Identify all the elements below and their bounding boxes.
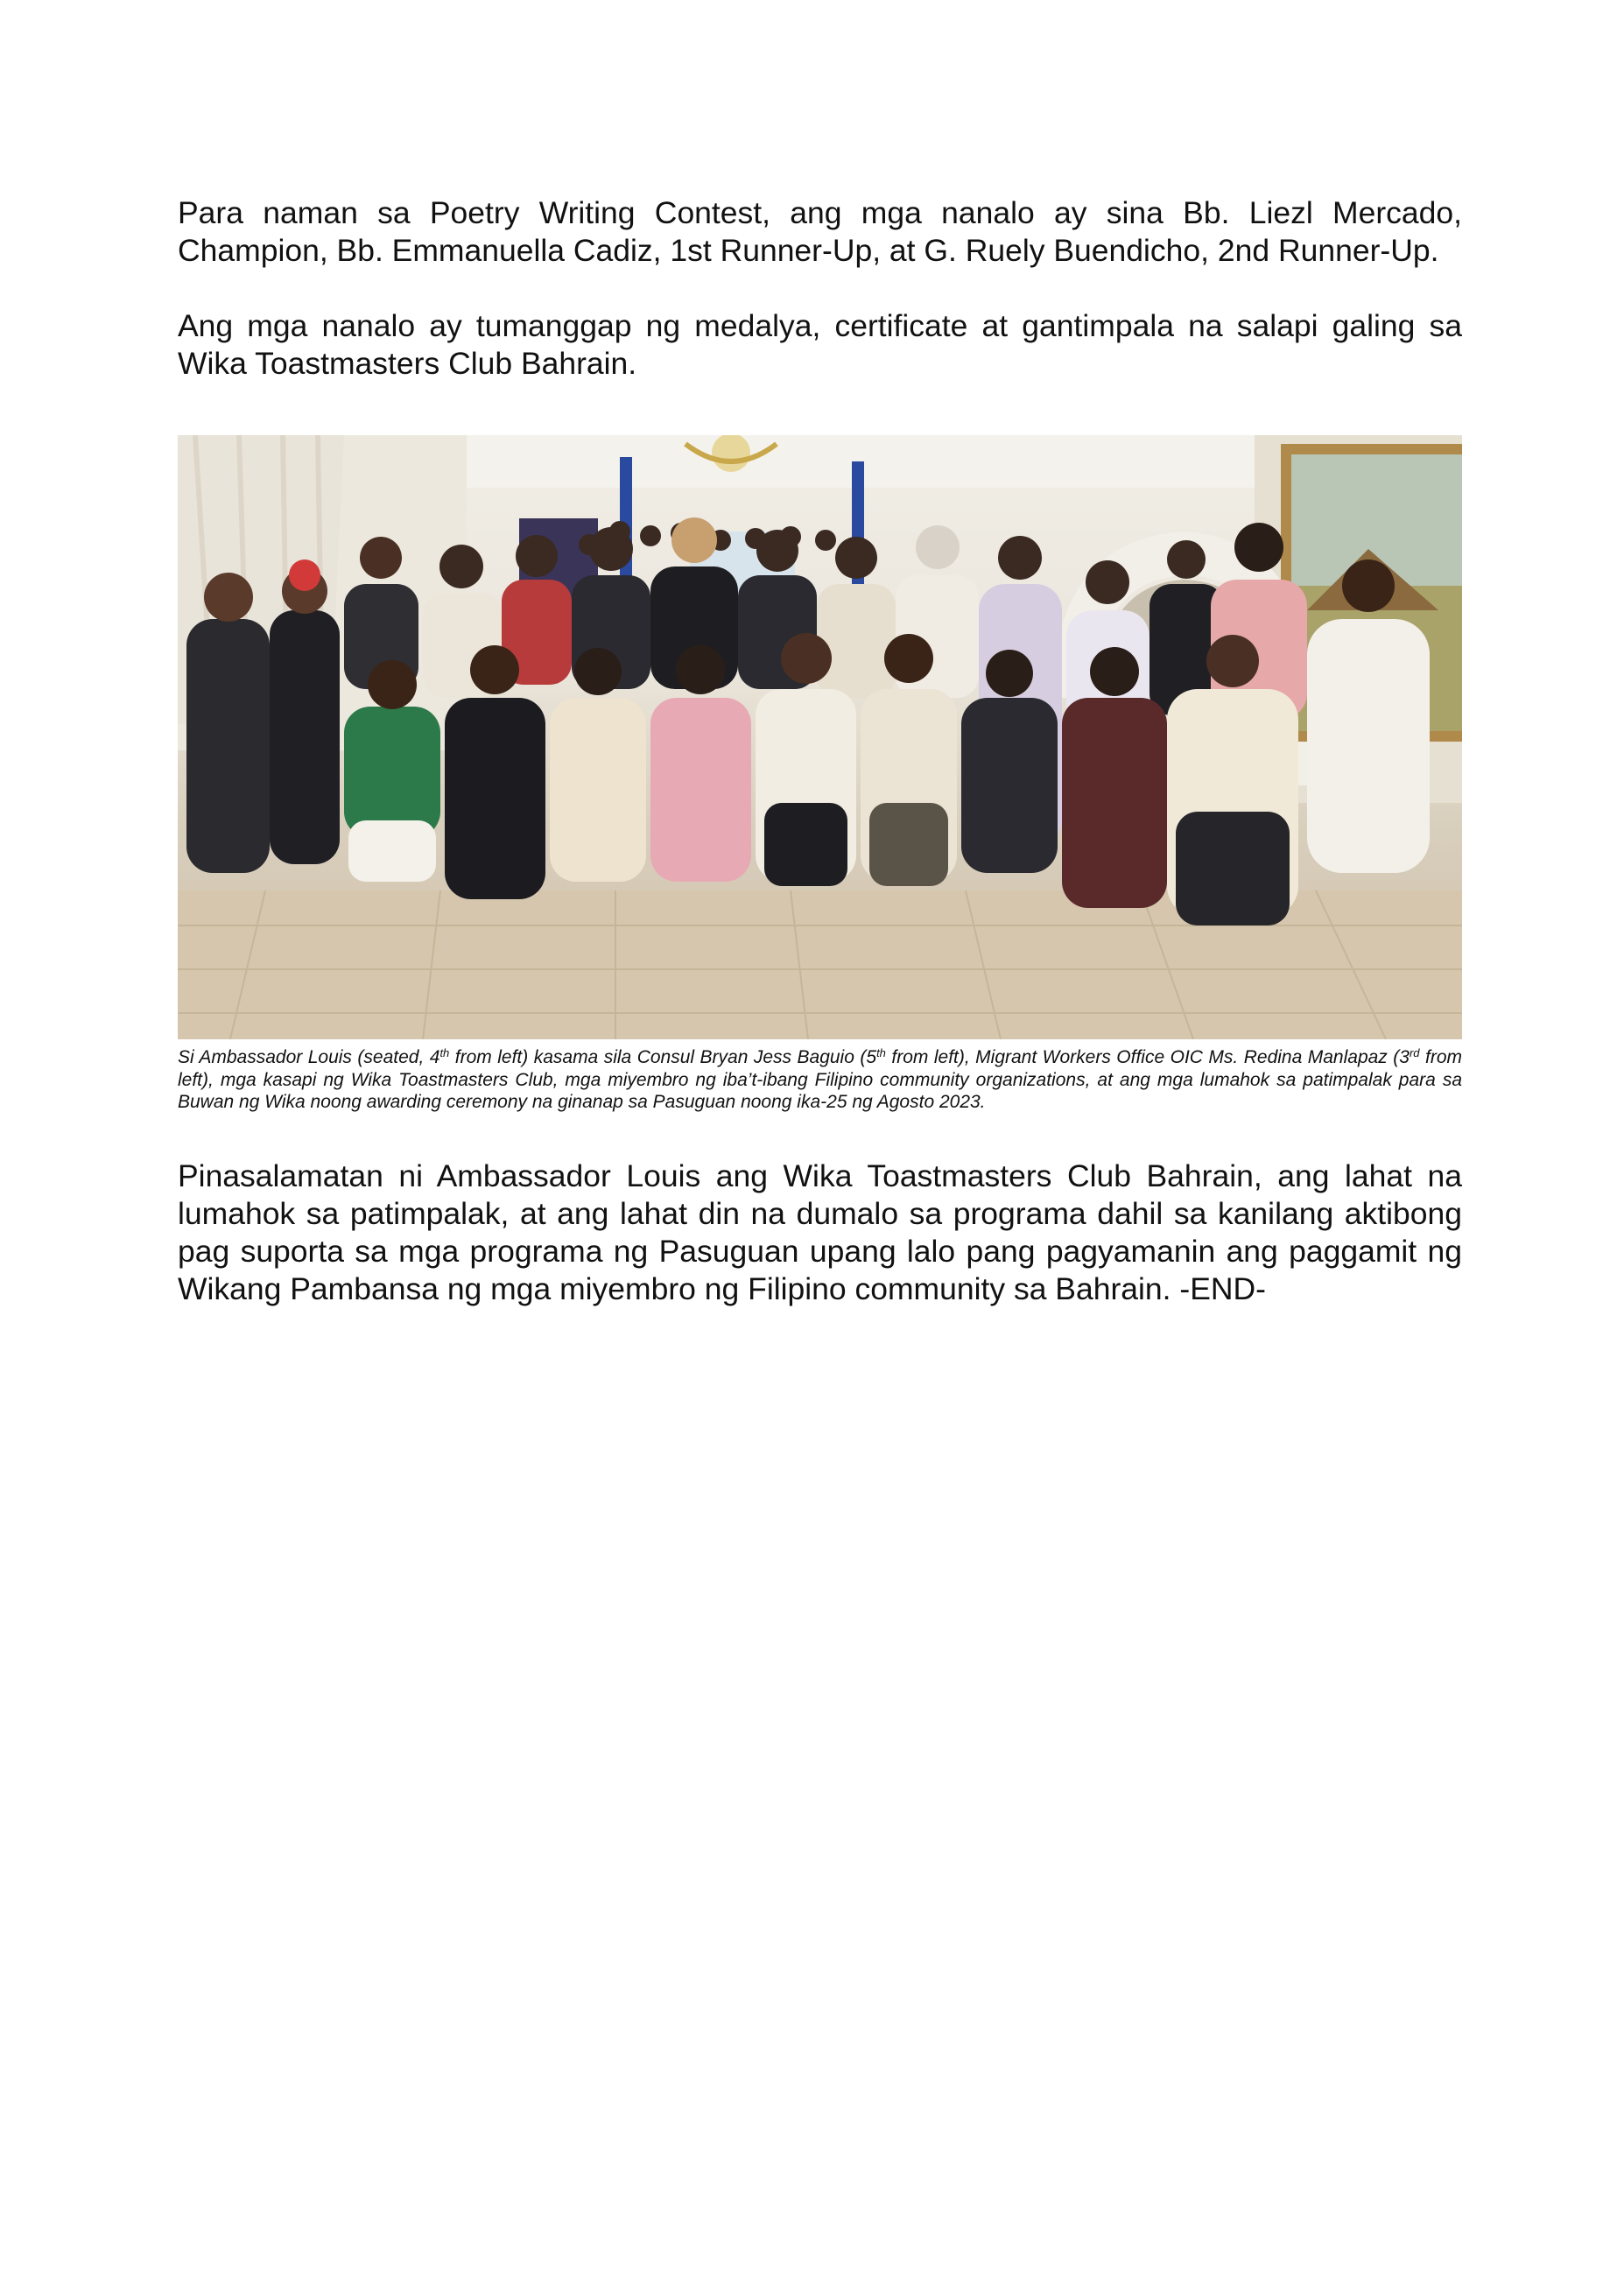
caption-text-3: from left), Migrant Workers Office OIC Ms. Redina Manlapaz (3 [885, 1047, 1410, 1067]
paragraph-poetry-winners: Para naman sa Poetry Writing Contest, ang mga nanalo ay sina Bb. Liezl Mercado, Champion, Bb. Emmanuella Cadiz, 1st Runner-Up, at G. Ruely Buendicho, 2nd Runner-Up. [178, 195, 1462, 268]
photo-caption [178, 1046, 1462, 1114]
caption-sup-1: th [439, 1046, 450, 1059]
group-photo-illustration [178, 435, 1462, 1039]
caption-text-2: from left) kasama sila Consul Bryan Jess Baguio (5 [449, 1047, 877, 1067]
group-photo [178, 435, 1462, 1039]
caption-text-4: from left), mga kasapi ng Wika Toastmasters Club, mga miyembro ng iba’t-ibang Filipino community organizations, at ang mga lumahok sa patimpalak para sa Buwan ng Wika noong awarding ceremony na ginanap sa Pasuguan noong ika-25 ng Agosto 2023. [178, 1047, 1462, 1112]
document-page [178, 194, 1462, 1308]
caption-sup-3: rd [1409, 1046, 1420, 1059]
caption-text-1: Si Ambassador Louis (seated, 4 [178, 1047, 440, 1067]
paragraph-prizes: Ang mga nanalo ay tumanggap ng medalya, certificate at gantimpala na salapi galing sa Wika Toastmasters Club Bahrain. [178, 308, 1462, 381]
caption-sup-2: th [876, 1046, 886, 1059]
paragraph-thanks: Pinasalamatan ni Ambassador Louis ang Wika Toastmasters Club Bahrain, ang lahat na lumahok sa patimpalak, at ang lahat din na dumalo sa programa dahil sa kanilang aktibong pag suporta sa mga programa ng Pasuguan upang lalo pang pagyamanin ang paggamit ng Wikang Pambansa ng mga miyembro ng Filipino community sa Bahrain. -END- [178, 1158, 1462, 1306]
